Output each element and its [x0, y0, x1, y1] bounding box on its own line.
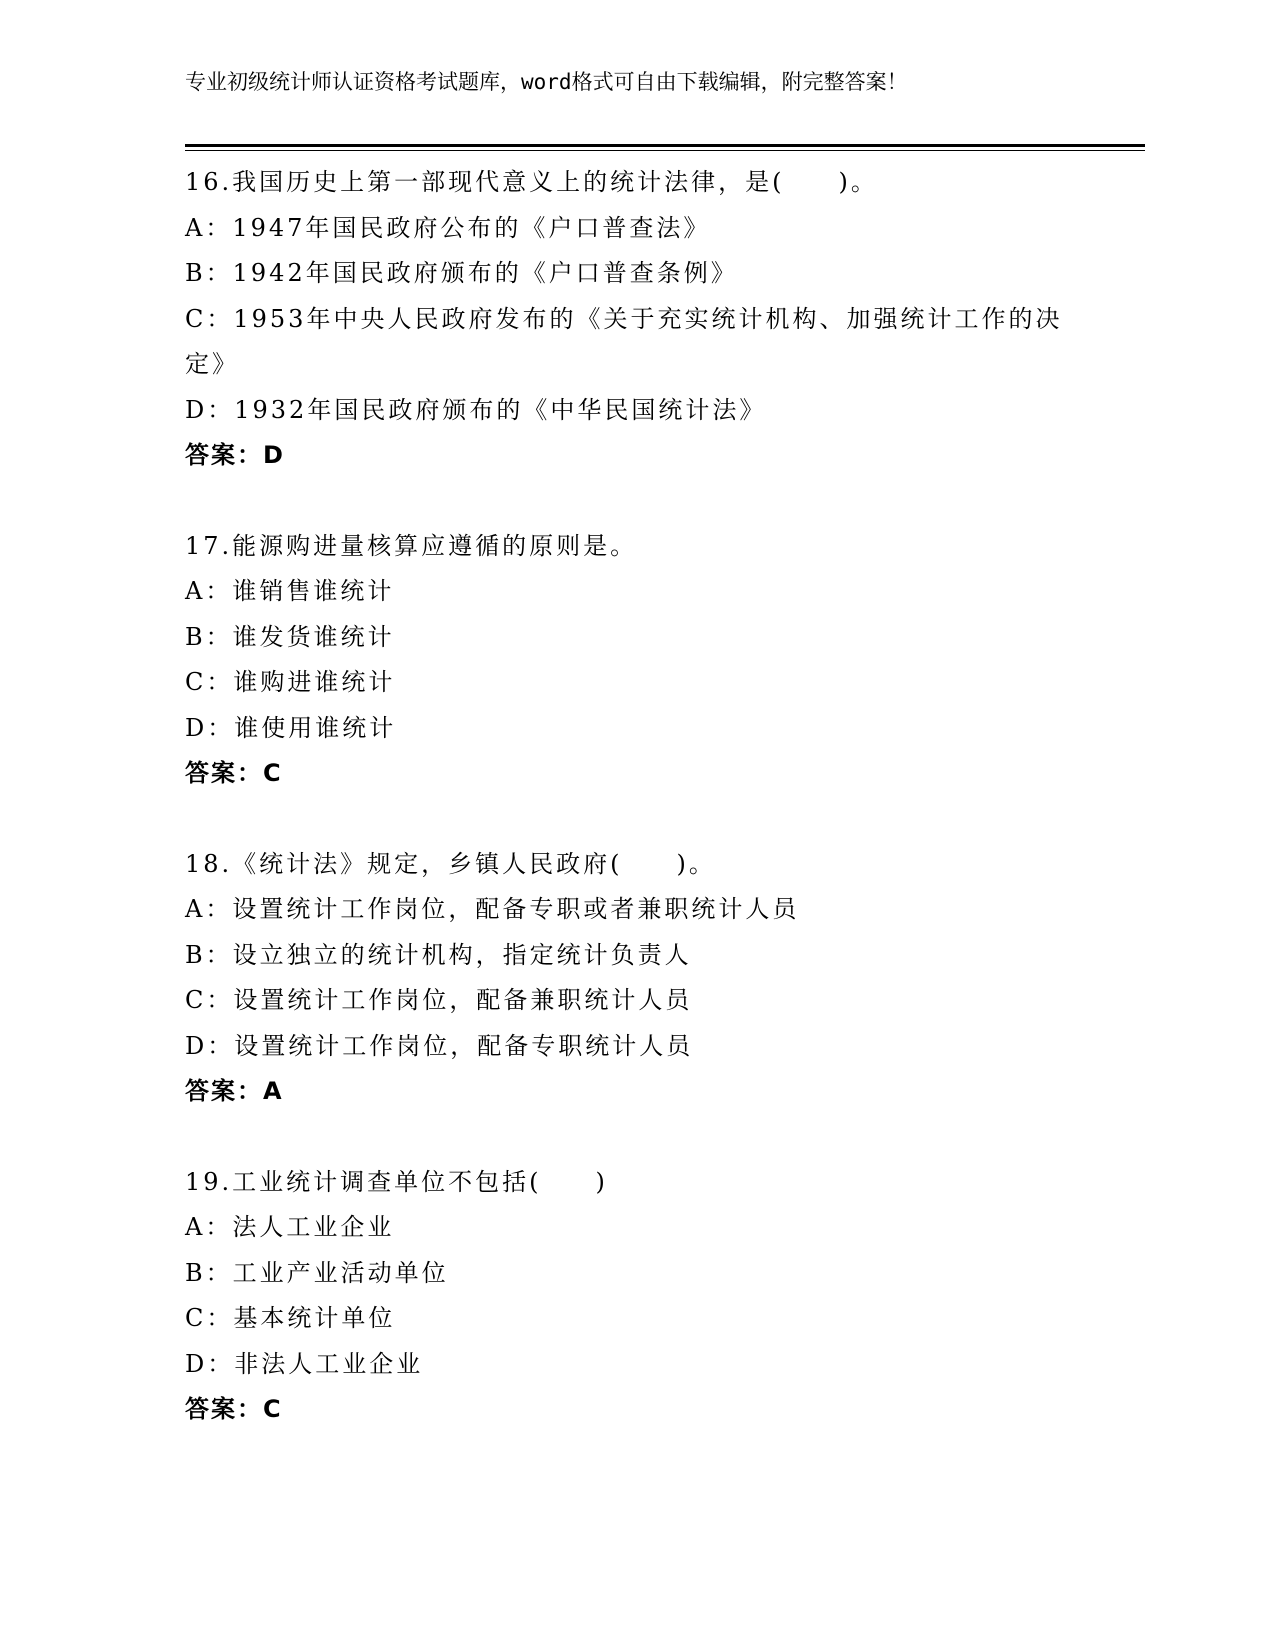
question-stem: 16.我国历史上第一部现代意义上的统计法律，是( )。: [185, 168, 878, 196]
option-d: D：设置统计工作岗位，配备专职统计人员: [185, 1031, 694, 1060]
question-stem: 17.能源购进量核算应遵循的原则是。: [185, 531, 638, 560]
page-header: 专业初级统计师认证资格考试题库，word格式可自由下载编辑，附完整答案！: [185, 70, 908, 94]
option-d: D：非法人工业企业: [185, 1349, 424, 1378]
question-19: [185, 1160, 1085, 1433]
question-16: [185, 160, 1085, 479]
question-list: [185, 160, 1085, 1478]
option-a: A：法人工业企业: [185, 1213, 395, 1241]
option-a: A：1947年国民政府公布的《户口普查法》: [185, 213, 711, 242]
option-d: D：1932年国民政府颁布的《中华民国统计法》: [185, 395, 767, 424]
answer-label: 答案：A: [185, 1077, 284, 1105]
option-c: C：1953年中央人民政府发布的《关于充实统计机构、加强统计工作的决定》: [185, 304, 1063, 378]
option-c: C：基本统计单位: [185, 1304, 396, 1332]
header-rule-thin: [185, 150, 1145, 151]
answer-label: 答案：C: [185, 1395, 283, 1423]
option-d: D：谁使用谁统计: [185, 713, 397, 742]
option-b: B：谁发货谁统计: [185, 622, 395, 651]
option-a: A：设置统计工作岗位，配备专职或者兼职统计人员: [185, 895, 800, 923]
question-18: [185, 842, 1085, 1115]
option-c: C：设置统计工作岗位，配备兼职统计人员: [185, 986, 693, 1014]
header-rule-thick: [185, 144, 1145, 147]
question-17: [185, 524, 1085, 797]
option-a: A：谁销售谁统计: [185, 577, 395, 605]
option-b: B：工业产业活动单位: [185, 1258, 449, 1287]
answer-label: 答案：D: [185, 441, 285, 469]
option-c: C：谁购进谁统计: [185, 668, 396, 696]
question-stem: 18.《统计法》规定，乡镇人民政府( )。: [185, 849, 716, 878]
question-stem: 19.工业统计调查单位不包括( ): [185, 1167, 608, 1196]
answer-label: 答案：C: [185, 759, 283, 787]
option-b: B：设立独立的统计机构，指定统计负责人: [185, 940, 692, 969]
option-b: B：1942年国民政府颁布的《户口普查条例》: [185, 259, 738, 287]
